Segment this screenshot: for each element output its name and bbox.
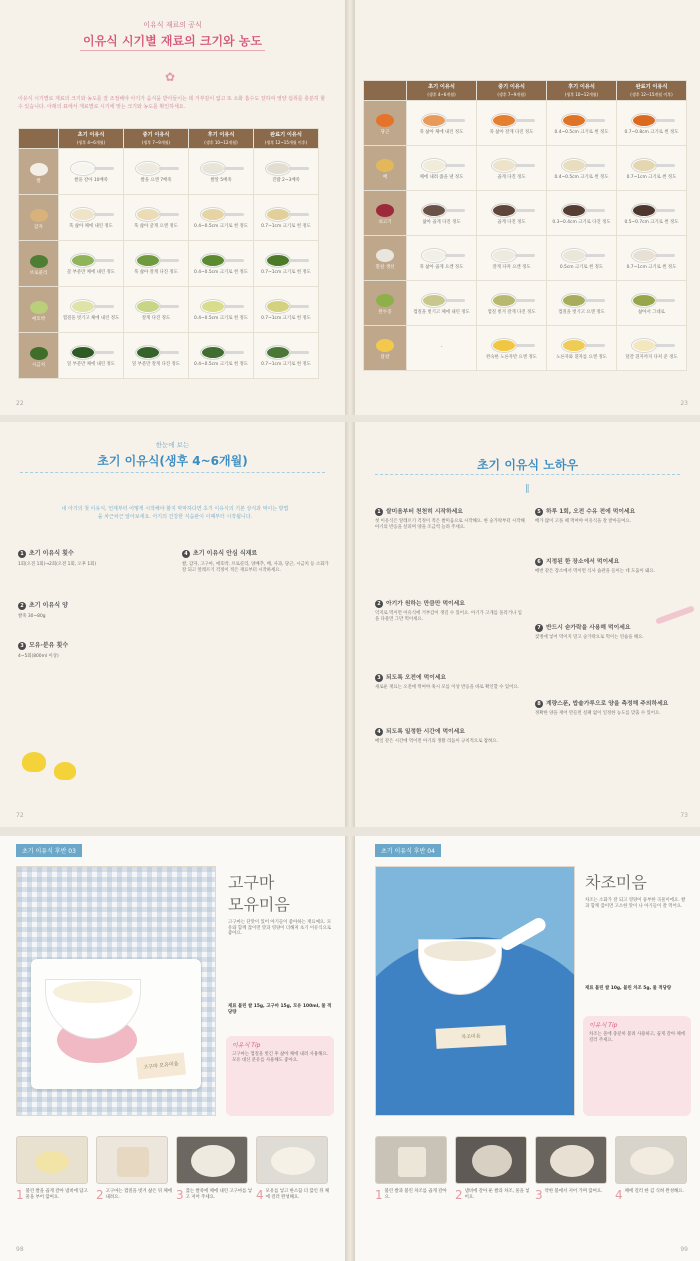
spoon-icon <box>491 158 533 174</box>
kicker: 한눈에 보는 <box>155 441 190 449</box>
tip-item: 5 하루 1회, 오전 수유 전에 먹이세요 배가 많이 고플 때 먹여야 이유식을 잘 받아들여요. <box>535 509 636 524</box>
tip-item: 6 지정된 한 장소에서 먹이세요 매번 같은 장소에서 먹이면 식사 습관을 들이는 데 도움이 돼요. <box>535 559 655 574</box>
spoon-icon <box>200 345 242 361</box>
col-header: 완료기 이유식 (생후 12~15개월 이후) <box>617 81 687 101</box>
table-row: 달걀 - 완숙한 노른자만 으깬 정도 노른자와 흰자를 으깬 정도 달걀 흰자까지 다져 준 정도 <box>364 326 687 371</box>
page-99 <box>355 836 700 1261</box>
spoon-icon <box>561 203 603 219</box>
tip-box <box>583 1016 691 1116</box>
step-photo <box>16 1136 88 1184</box>
bow-icon: ✿ <box>165 70 176 84</box>
spoon-icon <box>200 207 242 223</box>
title-underline <box>375 474 680 475</box>
step-text: 3 끓는 쌀죽에 체에 내린 고구마를 넣고 저어 주세요. <box>176 1188 252 1202</box>
spoon-icon <box>265 345 307 361</box>
spoon-icon <box>561 338 603 354</box>
spoon-icon <box>421 113 463 129</box>
tip-item: 1 쌀미음부터 천천히 시작하세요 첫 이유식은 알레르기 걱정이 적은 쌀미음으로 시작해요. 한 숟가락부터 시작해 아기의 반응을 살피며 양을 조금씩 늘려 주세요. <box>375 509 525 530</box>
step-text: 3 약한 불에서 저어 가며 끓여요. <box>535 1188 603 1202</box>
title-underline <box>80 50 265 51</box>
carrot-icon <box>376 114 394 127</box>
tip-title: 이유식 Tip <box>232 1042 261 1049</box>
spoon-icon <box>631 293 673 309</box>
spoon-icon <box>491 203 533 219</box>
spoon-icon <box>200 161 242 177</box>
spoon-icon <box>70 299 112 315</box>
table-row: 흰살 생선 푹 삶아 곱게 으깬 정도 잘게 다져 으깬 정도 0.5cm 크기로 썬 정도 0.7~1cm 크기로 썬 정도 <box>364 236 687 281</box>
spoon-icon <box>200 299 242 315</box>
step-photo <box>615 1136 687 1184</box>
tip-body: 차조는 물에 충분히 불려 사용하고, 곱게 갈아 체에 걸러 주세요. <box>589 1032 685 1043</box>
spoon-icon <box>265 207 307 223</box>
size-table-2 <box>363 80 687 371</box>
spread-1 <box>0 0 700 415</box>
spread-2 <box>0 422 700 827</box>
spoon-icon <box>631 158 673 174</box>
spoon-icon <box>135 345 177 361</box>
kicker: 이유식 재료의 공식 <box>143 21 202 29</box>
table-row: 애호박 껍질을 벗기고 체에 내린 정도 잘게 다진 정도 0.4~0.5cm 크기로 썬 정도 0.7~1cm 크기로 썬 정도 <box>19 287 319 333</box>
table-row: 쇠고기 삶아 곱게 다진 정도 곱게 다진 정도 0.3~0.4cm 크기로 다진 정도 0.5~0.7cm 크기로 썬 정도 <box>364 191 687 236</box>
spoon-icon <box>70 345 112 361</box>
spoon-icon <box>491 338 533 354</box>
page-number: 22 <box>16 400 24 407</box>
gutter <box>345 836 355 1261</box>
page-title: 이유식 시기별 재료의 크기와 농도 <box>82 34 262 48</box>
page-title: 초기 이유식 노하우 <box>476 458 579 472</box>
spoon-icon <box>135 253 177 269</box>
col-header: 후기 이유식 (생후 10~12개월) <box>547 81 617 101</box>
page-72 <box>0 422 345 827</box>
spoon-icon <box>421 248 463 264</box>
tip-box <box>226 1036 334 1116</box>
col-header: 완료기 이유식 (생후 12~15개월 이후) <box>254 129 319 149</box>
spoon-icon <box>135 299 177 315</box>
duck-icon <box>22 752 46 772</box>
section-tag: 초기 이유식 후반 03 <box>16 844 82 857</box>
tip-item: 4 되도록 일정한 시간에 먹이세요 매일 같은 시간에 먹이면 아기의 생활 리듬이 규칙적으로 잡혀요. <box>375 729 498 744</box>
table-row: 당근 푹 삶아 체에 내린 정도 푹 삶아 잘게 다진 정도 0.4~0.5cm 크기로 썬 정도 0.7~0.8cm 크기로 썬 정도 <box>364 101 687 146</box>
spoon-icon <box>491 248 533 264</box>
recipe-title-1: 차조미음 <box>585 873 647 892</box>
spoon-icon <box>421 293 463 309</box>
spoon-icon <box>135 207 177 223</box>
recipe-desc: 차조는 소화가 잘 되고 영양이 풍부한 곡물이에요. 쌀과 함께 끓이면 고소한 맛이 나 아기들이 잘 먹어요. <box>585 898 686 909</box>
size-table-1 <box>18 128 319 379</box>
spoon-icon <box>631 338 673 354</box>
spread-3 <box>0 836 700 1261</box>
porridge <box>424 941 496 961</box>
spoon-icon <box>265 161 307 177</box>
beef-icon <box>376 204 394 217</box>
col-header: 후기 이유식 (생후 10~12개월) <box>189 129 254 149</box>
name-card: 고구마 모유미음 <box>136 1053 186 1080</box>
col-header: 초기 이유식 (생후 4~6개월) <box>59 129 124 149</box>
spoon-icon <box>421 203 463 219</box>
table-row: 브로콜리 꽃 부분만 체에 내린 정도 푹 삶아 잘게 다진 정도 0.4~0.5cm 크기로 썬 정도 0.7~1cm 크기로 썬 정도 <box>19 241 319 287</box>
ingredients: 재료 불린 쌀 10g, 불린 차조 5g, 물 적당량 <box>585 986 672 991</box>
step-text: 4 모유를 넣고 한소끔 더 끓인 뒤 체에 걸러 완성해요. <box>256 1188 330 1202</box>
table-row: 쌀 쌀을 갈아 10배죽 쌀을 으깬 7배죽 쌀알 5배죽 진밥 2~3배죽 <box>19 149 319 195</box>
egg-icon <box>376 339 394 352</box>
step-photo <box>375 1136 447 1184</box>
intro-text: 내 아기의 첫 이유식, 언제부터 어떻게 시작해야 할지 막막하다면 초기 이유식의 기본 상식과 먹이는 방법을 차근차근 알아보세요. 아기의 건강한 식습관이 이때부터 시작됩니다. <box>61 506 289 520</box>
step-text: 4 체에 걸러 한 김 식혀 완성해요. <box>615 1188 684 1202</box>
spoon-icon <box>491 293 533 309</box>
dish-photo <box>375 866 575 1116</box>
col-header: 중기 이유식 (생후 7~9개월) <box>124 129 189 149</box>
step-text: 2 고구마는 껍질을 벗겨 삶은 뒤 체에 내려요. <box>96 1188 172 1202</box>
spoon-icon <box>561 293 603 309</box>
tip-body: 고구마는 껍질을 벗긴 후 삶아 체에 내려 사용해요. 모유 대신 분유를 사용해도 좋아요. <box>232 1052 328 1063</box>
pear-icon <box>376 159 394 172</box>
ingredients: 재료 불린 쌀 15g, 고구마 15g, 모유 100ml, 물 적당량 <box>228 1004 332 1015</box>
gutter <box>345 422 355 827</box>
spoon-icon <box>561 158 603 174</box>
page-73 <box>355 422 700 827</box>
spoon-icon <box>491 113 533 129</box>
page-number: 99 <box>680 1246 688 1253</box>
info-item: 1 초기 이유식 횟수 1회(오전 1회)→2회(오전 1회, 오후 1회) <box>18 550 97 567</box>
section-tag: 초기 이유식 후반 04 <box>375 844 441 857</box>
step-photo <box>256 1136 328 1184</box>
duck-icon <box>54 762 76 780</box>
step-photo <box>176 1136 248 1184</box>
spoon-icon <box>265 253 307 269</box>
step-text: 1 불린 쌀을 곱게 갈아 냄비에 담고 물을 부어 끓여요. <box>16 1188 88 1202</box>
spinach-icon <box>30 347 48 360</box>
porridge <box>53 981 133 1003</box>
title-underline <box>20 472 325 473</box>
page-number: 73 <box>680 812 688 819</box>
fish-icon <box>376 249 394 262</box>
step-photo <box>96 1136 168 1184</box>
col-header: 중기 이유식 (생후 7~9개월) <box>477 81 547 101</box>
page-title: 초기 이유식(생후 4~6개월) <box>97 454 248 468</box>
tip-item: 8 계량스푼, 밥솥가루으로 양을 측정해 주의하세요 정확한 양을 재어 만들면 실패 없이 일정한 농도를 맞출 수 있어요. <box>535 701 669 716</box>
recipe-desc: 고구마는 단맛이 있어 아기들이 좋아하는 재료예요. 모유와 함께 끓이면 맛과 영양이 더해져 초기 이유식으로 좋아요. <box>228 920 332 937</box>
spoon-icon <box>70 207 112 223</box>
spoon-icon <box>70 253 112 269</box>
table-row: 배 체에 내려 즙을 낸 정도 곱게 다진 정도 0.4~0.5cm 크기로 썬 정도 0.7~1cm 크기로 썬 정도 <box>364 146 687 191</box>
info-item: 3 모유·분유 횟수 4~5회(800ml 이상) <box>18 642 69 659</box>
broccoli-icon <box>30 255 48 268</box>
step-photo <box>455 1136 527 1184</box>
spoon-icon <box>561 113 603 129</box>
page-number: 72 <box>16 812 24 819</box>
recipe-title-1: 고구마 <box>228 873 275 892</box>
spoon-icon <box>70 161 112 177</box>
gutter <box>345 0 355 415</box>
step-photo <box>535 1136 607 1184</box>
spoon-icon <box>135 161 177 177</box>
spoon-icon <box>631 248 673 264</box>
page-98 <box>0 836 345 1261</box>
spoon-icon <box>631 113 673 129</box>
page-22 <box>0 0 345 415</box>
tip-item: 2 아기가 원하는 만큼만 먹이세요 억지로 먹이면 이유식에 거부감이 생길 수 있어요. 아기가 고개를 돌리거나 입을 다물면 그만 먹이세요. <box>375 601 522 622</box>
page-23 <box>355 0 700 415</box>
spoon-icon <box>631 203 673 219</box>
spoon-icon <box>421 158 463 174</box>
step-text: 1 불린 쌀과 불린 차조를 곱게 갈아요. <box>375 1188 447 1202</box>
spoon-icon <box>200 253 242 269</box>
rice-icon <box>30 163 48 176</box>
info-item: 2 초기 이유식 양 쌀죽 30~80g <box>18 602 68 619</box>
page-number: 23 <box>680 400 688 407</box>
table-row: 시금치 잎 부분만 체에 내린 정도 잎 부분만 잘게 다진 정도 0.4~0.5cm 크기로 썬 정도 0.7~1cm 크기로 썬 정도 <box>19 333 319 379</box>
name-card: 차조미음 <box>436 1025 507 1049</box>
col-header: 초기 이유식 (생후 4~6개월) <box>407 81 477 101</box>
intro-text: 이유식 시기별로 재료의 크기와 농도를 잘 조절해야 아기가 음식을 받아들이는 데 거부감이 없고 또 소화 흡수도 잘하여 영양 섭취를 충분히 할 수 있습니다. 아래의 표에서 재료별로 시기에 맞는 크기와 농도를 확인하세요. <box>18 96 326 110</box>
pea-icon <box>376 294 394 307</box>
table-row: 완두콩 껍질을 벗기고 체에 내린 정도 껍질 벗겨 잘게 다진 정도 껍질을 벗기고 으깬 정도 삶아서 그대로 <box>364 281 687 326</box>
potato-icon <box>30 209 48 222</box>
recipe-title-2: 모유미음 <box>228 895 290 914</box>
spoon-icon <box>265 299 307 315</box>
footprint-icon: ∥ <box>525 484 530 494</box>
step-text: 2 냄비에 갈아 둔 쌀과 차조, 물을 넣어요. <box>455 1188 530 1202</box>
page-number: 98 <box>16 1246 24 1253</box>
tip-item: 3 되도록 오전에 먹이세요 새로운 재료는 오전에 먹여야 혹시 모를 이상 반응을 바로 확인할 수 있어요. <box>375 675 519 690</box>
zucchini-icon <box>30 301 48 314</box>
dish-photo <box>16 866 216 1116</box>
tip-item: 7 반드시 숟가락을 사용해 먹이세요 젖병에 넣어 먹이지 말고 숟가락으로 먹이는 연습을 해요. <box>535 625 644 640</box>
spoon-icon <box>561 248 603 264</box>
info-item: 4 초기 이유식 안심 식재료 쌀, 감자, 고구마, 애호박, 브로콜리, 양배추, 배, 사과, 당근, 시금치 등 소화가 잘 되고 알레르기 걱정이 적은 재료부터 시작하세요. <box>182 550 329 573</box>
table-row: 감자 푹 삶아 체에 내린 정도 푹 삶아 굵게 으깬 정도 0.4~0.5cm 크기로 썬 정도 0.7~1cm 크기로 썬 정도 <box>19 195 319 241</box>
tip-title: 이유식 Tip <box>589 1022 618 1029</box>
